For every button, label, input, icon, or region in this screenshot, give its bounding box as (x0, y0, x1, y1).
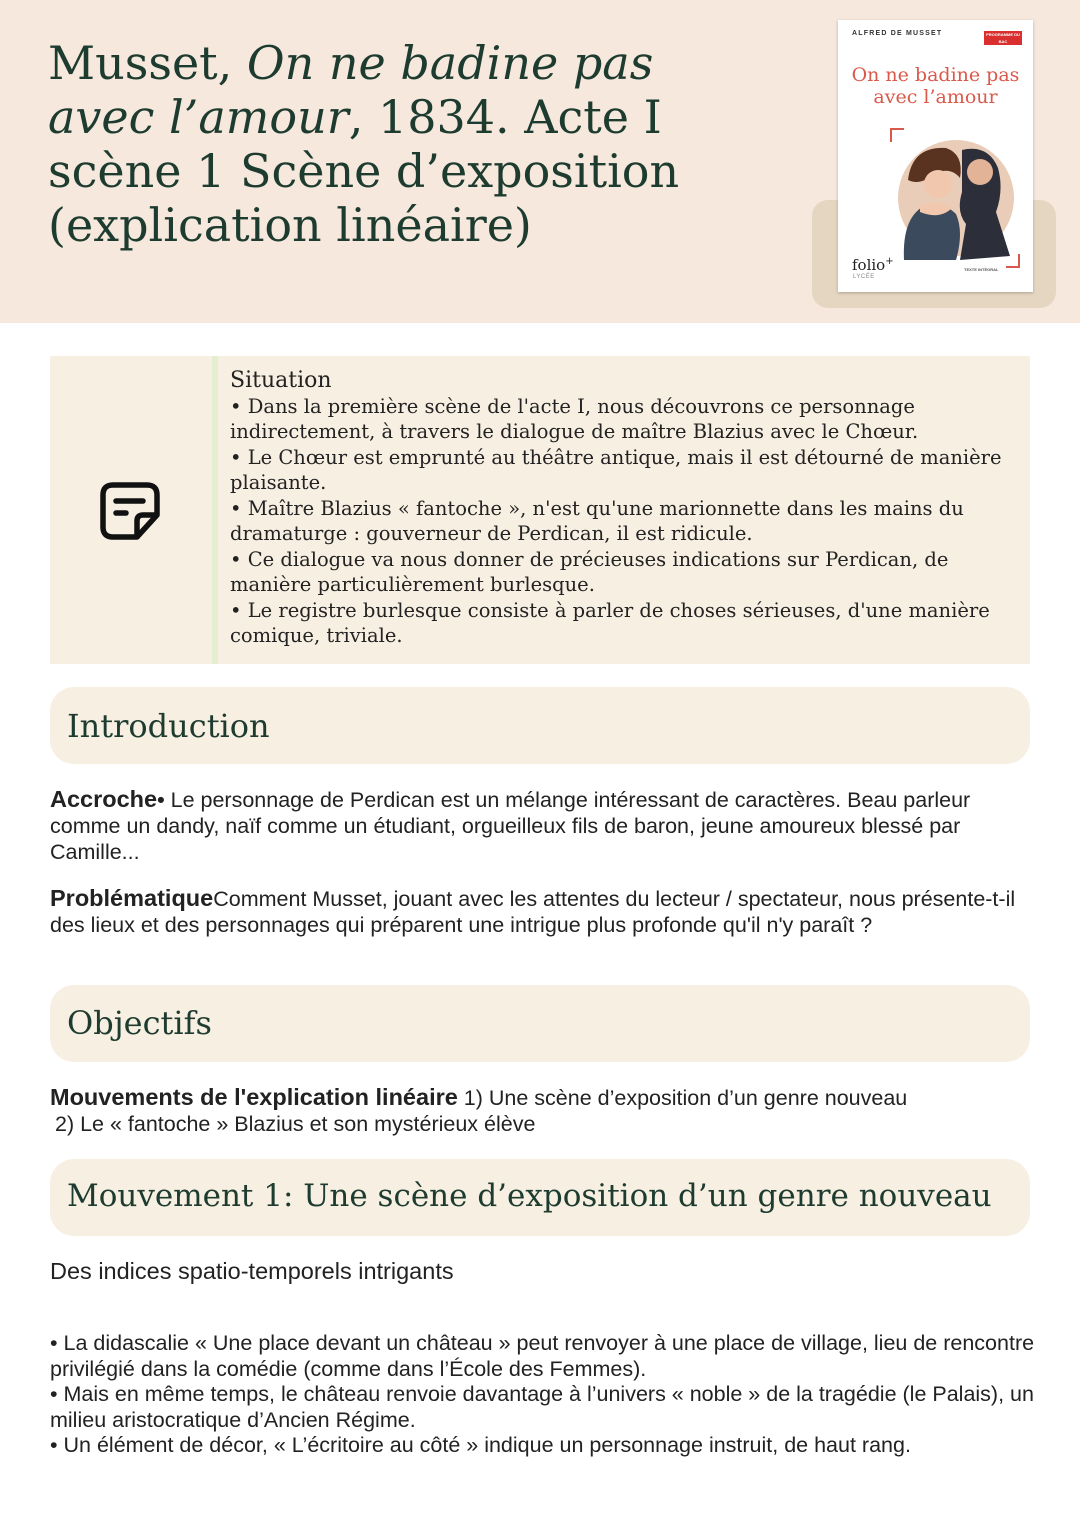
situation-bullet: • Le registre burlesque consiste à parler de choses sérieuses, d'une manière comique, triviale. (230, 598, 990, 647)
problematique-text: Comment Musset, jouant avec les attentes du lecteur / spectateur, nous présente-t-il des lieux et des personnages qui préparent une intrigue plus profonde qu'il n'y paraît ? (50, 887, 1016, 937)
cover-man-face (967, 159, 993, 185)
situation-bullet: • Dans la première scène de l'acte I, nous découvrons ce personnage indirectement, à travers le dialogue de maître Blazius avec le Chœur. (230, 394, 919, 443)
book-cover (838, 20, 1033, 292)
problematique-paragraph (50, 885, 1030, 938)
mouvements-label: Mouvements de l'explication linéaire (50, 1084, 458, 1110)
cover-woman-face (924, 170, 952, 198)
mouvement-item: 1) Une scène d’exposition d’un genre nouveau (457, 1086, 908, 1110)
situation-text (230, 368, 1020, 649)
title-details: , 1834. Acte I scène 1 Scène d’exposition (explication linéaire) (48, 90, 680, 252)
cover-publisher (852, 256, 894, 274)
publisher-plus: + (885, 256, 894, 267)
situation-bullet: • Maître Blazius « fantoche », n'est qu'une marionnette dans les mains du dramaturge : gouverneur de Perdican, il est ridicule. (230, 496, 964, 545)
mouvement-item: 2) Le « fantoche » Blazius et son mystérieux élève (55, 1112, 536, 1136)
accroche-separator: • (157, 788, 165, 812)
accroche-label: Accroche (50, 786, 158, 812)
cover-author: ALFRED DE MUSSET (852, 30, 943, 37)
situation-heading: Situation (230, 368, 332, 393)
list-item: • Mais en même temps, le château renvoie davantage à l’univers « noble » de la tragédie (le Palais), un milieu aristocratique d’Ancien Régime. (50, 1382, 1034, 1432)
objectifs-heading: Objectifs (67, 1004, 212, 1042)
cover-edition: TEXTE INTÉGRAL (964, 267, 999, 272)
cover-title-line2: avec l’amour (873, 86, 998, 108)
list-item: • Un élément de décor, « L’écritoire au côté » indique un personnage instruit, de haut rang. (50, 1433, 911, 1457)
situation-bullet: • Ce dialogue va nous donner de précieuses indications sur Perdican, de manière particulièrement burlesque. (230, 547, 949, 596)
cover-collection: LYCÉE (853, 274, 875, 280)
title-work: On ne badine pas avec l’amour (48, 36, 654, 144)
cover-frame-corner-tl (890, 128, 904, 142)
list-item: • La didascalie « Une place devant un château » peut renvoyer à une place de village, lieu de rencontre privilégié dans la comédie (comme dans l’École des Femmes). (50, 1331, 1035, 1381)
mouvement1-heading: Mouvement 1: Une scène d’exposition d’un genre nouveau (67, 1178, 992, 1214)
cover-title-line1: On ne badine pas (851, 64, 1020, 86)
mouvement1-list (50, 1331, 1040, 1459)
cover-badge: PROGRAMME DU BAC (984, 31, 1022, 45)
page-title (48, 36, 748, 252)
introduction-heading: Introduction (67, 707, 270, 745)
mouvements-paragraph (50, 1084, 1030, 1137)
situation-bullet: • Le Chœur est emprunté au théâtre antique, mais il est détourné de manière plaisante. (230, 445, 1002, 494)
cover-illustration (890, 128, 1020, 268)
cover-title (838, 64, 1033, 108)
mouvement1-subheading: Des indices spatio-temporels intrigants (50, 1258, 454, 1284)
accroche-text: Le personnage de Perdican est un mélange intéressant de caractères. Beau parleur comme un dandy, naïf comme un étudiant, orgueilleux fils de baron, jeune amoureux blessé par Camille... (50, 788, 971, 864)
problematique-label: Problématique (50, 885, 214, 911)
accroche-paragraph (50, 786, 1030, 865)
sticky-note-icon (99, 479, 163, 543)
publisher-name: folio (852, 256, 886, 274)
title-author: Musset, (48, 36, 247, 90)
callout-divider (212, 356, 218, 664)
